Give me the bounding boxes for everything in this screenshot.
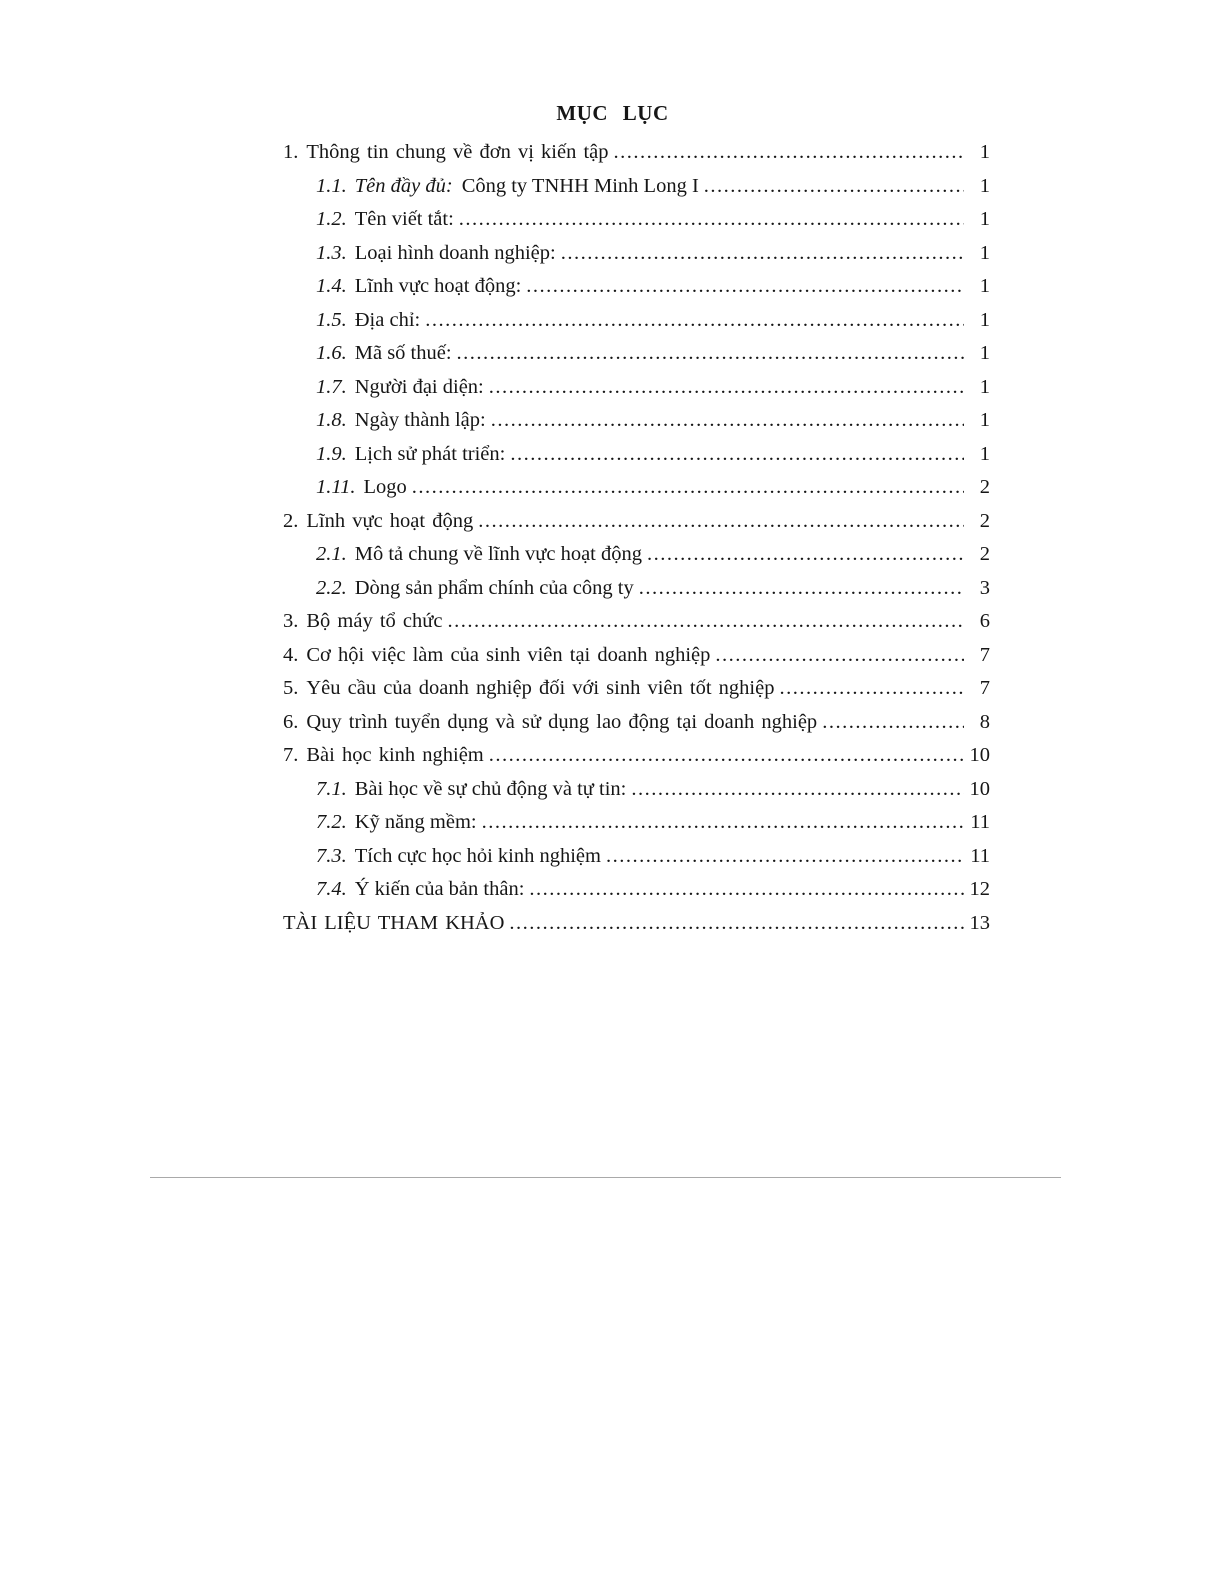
toc-entry <box>283 270 990 304</box>
toc-entry-label: Lịch sử phát triển: <box>354 442 506 465</box>
toc-entry-number: 7.1. <box>316 777 347 800</box>
toc-entry-number: 7.4. <box>316 878 347 900</box>
toc-entry-number: 1.2. <box>316 208 347 230</box>
toc-entry-label: Lĩnh vực hoạt động: <box>354 275 522 297</box>
toc-entry-number: 7.2. <box>316 811 347 833</box>
toc-entry-label: Quy trình tuyển dụng và sử dụng lao động tại doanh nghiệp <box>306 710 818 733</box>
dot-leader <box>509 907 964 941</box>
toc-entry-number: 4. <box>283 643 299 666</box>
toc-entry-page-number: 11 <box>970 844 990 867</box>
toc-entry-number: 1.5. <box>316 308 347 331</box>
toc-entry-label: Người đại diện: <box>354 375 484 398</box>
dot-leader <box>482 806 964 840</box>
toc-entry-number: 5. <box>283 677 299 699</box>
toc-entry-page-number: 2 <box>979 543 990 565</box>
dot-leader <box>491 404 964 438</box>
toc-entry-label: Tên viết tắt: <box>354 208 454 230</box>
toc-entry-page-number: 10 <box>969 777 990 800</box>
toc-entry <box>283 136 990 170</box>
toc-entry <box>283 203 990 237</box>
toc-entry-number: 7. <box>283 744 299 766</box>
toc-entry-number: 1.4. <box>316 275 347 297</box>
toc-entry <box>283 538 990 572</box>
toc-entry-page-number: 11 <box>970 811 990 833</box>
toc-entry-label: Logo <box>363 476 407 498</box>
toc-entry-page-number: 1 <box>979 308 990 331</box>
toc-entry <box>283 337 990 371</box>
footer-divider <box>150 1177 1061 1178</box>
toc-entry <box>283 840 990 874</box>
toc-entry-page-number: 1 <box>979 241 990 264</box>
toc-entry <box>283 739 990 773</box>
toc-entry-number: 1.3. <box>316 241 347 264</box>
dot-leader <box>478 505 964 539</box>
dot-leader <box>631 773 964 807</box>
toc-entry-number: 3. <box>283 610 299 632</box>
toc-entry-page-number: 1 <box>979 409 990 431</box>
toc-entry <box>283 873 990 907</box>
dot-leader <box>704 170 964 204</box>
toc-entry-label: Dòng sản phẩm chính của công ty <box>354 576 634 599</box>
toc-entry <box>283 438 990 472</box>
dot-leader <box>779 672 964 706</box>
toc-entry-page-number: 7 <box>979 677 990 699</box>
toc-entry-label: Cơ hội việc làm của sinh viên tại doanh nghiệp <box>306 643 711 666</box>
toc-list <box>283 136 990 940</box>
dot-leader <box>561 237 964 271</box>
toc-entry-page-number: 10 <box>969 744 990 766</box>
toc-entry-number: 2.2. <box>316 576 347 599</box>
dot-leader <box>822 706 964 740</box>
toc-entry-label: Mô tả chung về lĩnh vực hoạt động <box>354 543 642 565</box>
dot-leader <box>614 136 965 170</box>
toc-entry <box>283 672 990 706</box>
toc-entry <box>283 907 990 941</box>
toc-entry <box>283 639 990 673</box>
dot-leader <box>457 337 964 371</box>
toc-entry-page-number: 1 <box>979 442 990 465</box>
toc-entry-page-number: 2 <box>979 476 990 498</box>
toc-entry-number: 2. <box>283 509 299 532</box>
toc-entry-page-number: 1 <box>979 342 990 364</box>
toc-entry <box>283 572 990 606</box>
toc-entry <box>283 404 990 438</box>
dot-leader <box>489 371 964 405</box>
toc-entry-label: Bộ máy tổ chức <box>306 610 443 632</box>
toc-entry-label: Ngày thành lập: <box>354 409 486 431</box>
toc-entry-label: Bài học kinh nghiệm <box>306 744 484 766</box>
toc-entry-page-number: 2 <box>979 509 990 532</box>
dot-leader <box>715 639 964 673</box>
dot-leader <box>412 471 964 505</box>
toc-entry-number: 1.7. <box>316 375 347 398</box>
toc-entry <box>283 773 990 807</box>
toc-entry <box>283 605 990 639</box>
dot-leader <box>489 739 964 773</box>
toc-entry <box>283 371 990 405</box>
toc-entry-label: Tên đầy đủ: <box>354 174 453 197</box>
toc-entry-label: Loại hình doanh nghiệp: <box>354 241 556 264</box>
toc-entry-page-number: 1 <box>979 141 990 163</box>
toc-entry <box>283 304 990 338</box>
dot-leader <box>606 840 964 874</box>
toc-entry <box>283 237 990 271</box>
toc-entry-label-secondary: Công ty TNHH Minh Long I <box>461 174 699 197</box>
toc-entry-page-number: 12 <box>969 878 990 900</box>
toc-entry-label: Mã số thuế: <box>354 342 452 364</box>
toc-entry-number: 1. <box>283 141 299 163</box>
toc-entry-page-number: 1 <box>979 275 990 297</box>
dot-leader <box>425 304 964 338</box>
toc-entry <box>283 806 990 840</box>
toc-entry-page-number: 3 <box>979 576 990 599</box>
toc-entry-number: 1.9. <box>316 442 347 465</box>
dot-leader <box>526 270 964 304</box>
toc-entry-label: Yêu cầu của doanh nghiệp đối với sinh viên tốt nghiệp <box>306 677 775 699</box>
toc-entry-number: 1.8. <box>316 409 347 431</box>
dot-leader <box>647 538 964 572</box>
toc-entry-page-number: 1 <box>979 375 990 398</box>
toc-entry-label: Kỹ năng mềm: <box>354 811 477 833</box>
toc-entry <box>283 471 990 505</box>
toc-entry <box>283 170 990 204</box>
toc-entry-label: Tích cực học hỏi kinh nghiệm <box>354 844 601 867</box>
toc-entry-page-number: 7 <box>979 643 990 666</box>
dot-leader <box>639 572 964 606</box>
toc-entry-label: Địa chỉ: <box>354 308 421 331</box>
dot-leader <box>447 605 964 639</box>
toc-entry-label: Bài học về sự chủ động và tự tin: <box>354 777 627 800</box>
toc-entry-number: 1.6. <box>316 342 347 364</box>
toc-entry-label: Thông tin chung về đơn vị kiến tập <box>306 141 609 163</box>
toc-entry-number: 1.1. <box>316 174 347 197</box>
toc-entry-page-number: 13 <box>969 911 990 934</box>
toc-entry-number: 6. <box>283 710 299 733</box>
toc-entry <box>283 505 990 539</box>
toc-entry-page-number: 1 <box>979 174 990 197</box>
toc-entry-number: 2.1. <box>316 543 347 565</box>
toc-entry-label: Ý kiến của bản thân: <box>354 878 525 900</box>
toc-entry-page-number: 8 <box>979 710 990 733</box>
dot-leader <box>529 873 964 907</box>
toc-entry-label: TÀI LIỆU THAM KHẢO <box>283 911 505 934</box>
dot-leader <box>510 438 964 472</box>
toc-entry <box>283 706 990 740</box>
dot-leader <box>459 203 964 237</box>
toc-entry-label: Lĩnh vực hoạt động <box>306 509 474 532</box>
toc-entry-number: 1.11. <box>316 476 356 498</box>
toc-entry-page-number: 6 <box>979 610 990 632</box>
toc-entry-page-number: 1 <box>979 208 990 230</box>
page-title: MỤC LỤC <box>556 101 669 125</box>
toc-entry-number: 7.3. <box>316 844 347 867</box>
